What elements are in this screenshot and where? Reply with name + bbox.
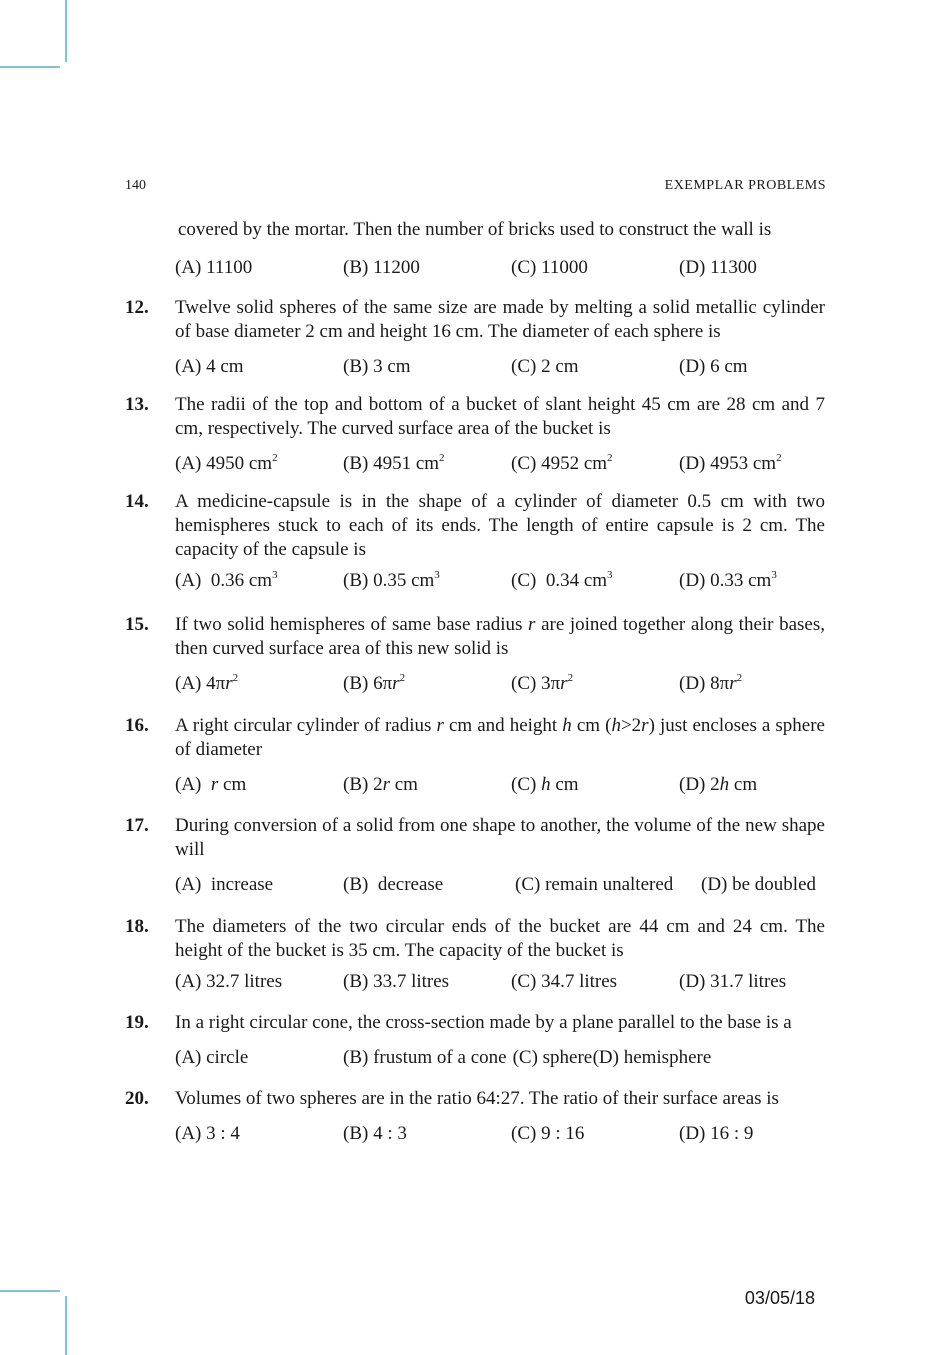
question-stem: If two solid hemispheres of same base radius r are joined together along their bases, then curved surface area of this new solid is — [175, 614, 825, 659]
running-head: EXEMPLAR PROBLEMS — [664, 178, 826, 193]
option-b: (B) $6\pi r^2$ — [343, 672, 406, 694]
crop-mark-top-horizontal — [0, 66, 60, 68]
continued-stem: covered by the mortar. Then the number of bricks used to construct the wall is — [178, 219, 772, 240]
question-stem: In a right circular cone, the cross-section made by a plane parallel to the base is a — [175, 1012, 792, 1033]
continued-question — [125, 256, 825, 280]
option-b: (B) 4951 $cm^2$ — [343, 452, 445, 474]
question-number: 12. — [125, 297, 149, 318]
option-c: (C) 0.34 $cm^3$ — [511, 569, 613, 591]
options-row — [175, 873, 825, 897]
question-number: 18. — [125, 916, 149, 937]
question-number: 13. — [125, 394, 149, 415]
option-a: (A) circle — [175, 1047, 249, 1068]
question-17 — [125, 814, 825, 897]
question-stem: During conversion of a solid from one shape to another, the volume of the new shape will — [175, 815, 825, 860]
options-row — [175, 970, 825, 994]
question-number: 14. — [125, 491, 149, 512]
question-number: 15. — [125, 614, 149, 635]
option-d: (D) hemisphere — [592, 1047, 712, 1068]
question-stem: The radii of the top and bottom of a bucket of slant height 45 cm are 28 cm and 7 cm, respectively. The curved surface area of the bucket is — [175, 394, 825, 439]
option-d: (D) 11300 — [679, 257, 757, 278]
option-a: (A) 0.36 $cm^3$ — [175, 569, 278, 591]
question-12 — [125, 296, 825, 379]
option-a: (A) 32.7 litres — [175, 971, 283, 992]
option-d: (D) 0.33 $cm^3$ — [679, 569, 777, 591]
option-b: (B) 33.7 litres — [343, 971, 450, 992]
option-d: (D) 6 cm — [679, 356, 748, 377]
question-16 — [125, 714, 825, 797]
option-a: (A) r cm — [175, 774, 247, 795]
option-b: (B) 0.35 $cm^3$ — [343, 569, 440, 591]
page-number: 140 — [125, 178, 146, 193]
option-d: (D) 4953 $cm^2$ — [679, 452, 782, 474]
date-stamp: 03/05/18 — [744, 1288, 815, 1308]
option-c: (C) 4952 $cm^2$ — [511, 452, 613, 474]
option-d: (D) 2h cm — [679, 774, 758, 795]
option-d: (D) 16 : 9 — [679, 1123, 754, 1144]
question-number: 16. — [125, 715, 149, 736]
options-row — [175, 355, 825, 379]
crop-mark-top-vertical — [65, 0, 67, 62]
option-a: (A) increase — [175, 874, 274, 895]
options-row — [175, 569, 825, 593]
question-stem: Twelve solid spheres of the same size are made by melting a solid metallic cylinder of base diameter 2 cm and height 16 cm. The diameter of each sphere is — [175, 297, 825, 342]
crop-mark-bottom-vertical — [65, 1296, 67, 1355]
option-c: (C) 2 cm — [511, 356, 579, 377]
question-list — [125, 218, 825, 1146]
option-c: (C) 34.7 litres — [511, 971, 618, 992]
option-c: (C) sphere — [512, 1047, 593, 1068]
question-stem: A medicine-capsule is in the shape of a cylinder of diameter 0.5 cm with two hemispheres stuck to each of its ends. The length of entire capsule is 2 cm. The capacity of the capsule is — [175, 491, 825, 560]
options-row — [175, 773, 825, 797]
question-stem: Volumes of two spheres are in the ratio 64:27. The ratio of their surface areas is — [175, 1088, 779, 1109]
options-row — [175, 256, 825, 280]
options-row — [175, 672, 825, 696]
question-14 — [125, 490, 825, 593]
option-a: (A) 11100 — [175, 257, 253, 278]
option-c: (C) h cm — [511, 774, 579, 795]
option-b: (B) frustum of a cone — [343, 1047, 507, 1068]
option-b: (B) decrease — [343, 874, 444, 895]
options-row — [175, 1122, 825, 1146]
option-c: (C) $3\pi r^2$ — [511, 672, 574, 694]
option-a: (A) 4 cm — [175, 356, 244, 377]
option-a: (A) 4950 $cm^2$ — [175, 452, 278, 474]
option-b: (B) 4 : 3 — [343, 1123, 407, 1144]
crop-mark-bottom-horizontal — [0, 1290, 60, 1292]
options-row — [175, 1046, 825, 1070]
question-13 — [125, 393, 825, 476]
option-a: (A) $4\pi r^2$ — [175, 672, 239, 694]
option-b: (B) 2r cm — [343, 774, 418, 795]
option-d: (D) 31.7 litres — [679, 971, 787, 992]
option-d: (D) be doubled — [701, 874, 817, 895]
question-number: 20. — [125, 1088, 149, 1109]
question-stem: A right circular cylinder of radius r cm and height h cm (h>2r) just encloses a sphere of diameter — [175, 715, 825, 760]
question-20 — [125, 1087, 825, 1146]
option-c: (C) 11000 — [511, 257, 588, 278]
option-c: (C) remain unaltered — [515, 874, 674, 895]
option-a: (A) 3 : 4 — [175, 1123, 240, 1144]
question-stem: The diameters of the two circular ends of the bucket are 44 cm and 24 cm. The height of the bucket is 35 cm. The capacity of the bucket is — [175, 916, 825, 961]
question-18 — [125, 915, 825, 994]
option-b: (B) 3 cm — [343, 356, 411, 377]
question-number: 19. — [125, 1012, 149, 1033]
question-15 — [125, 613, 825, 696]
question-19 — [125, 1011, 825, 1070]
question-number: 17. — [125, 815, 149, 836]
option-c: (C) 9 : 16 — [511, 1123, 585, 1144]
options-row — [175, 452, 825, 476]
option-d: (D) $8\pi r^2$ — [679, 672, 743, 694]
option-b: (B) 11200 — [343, 257, 420, 278]
